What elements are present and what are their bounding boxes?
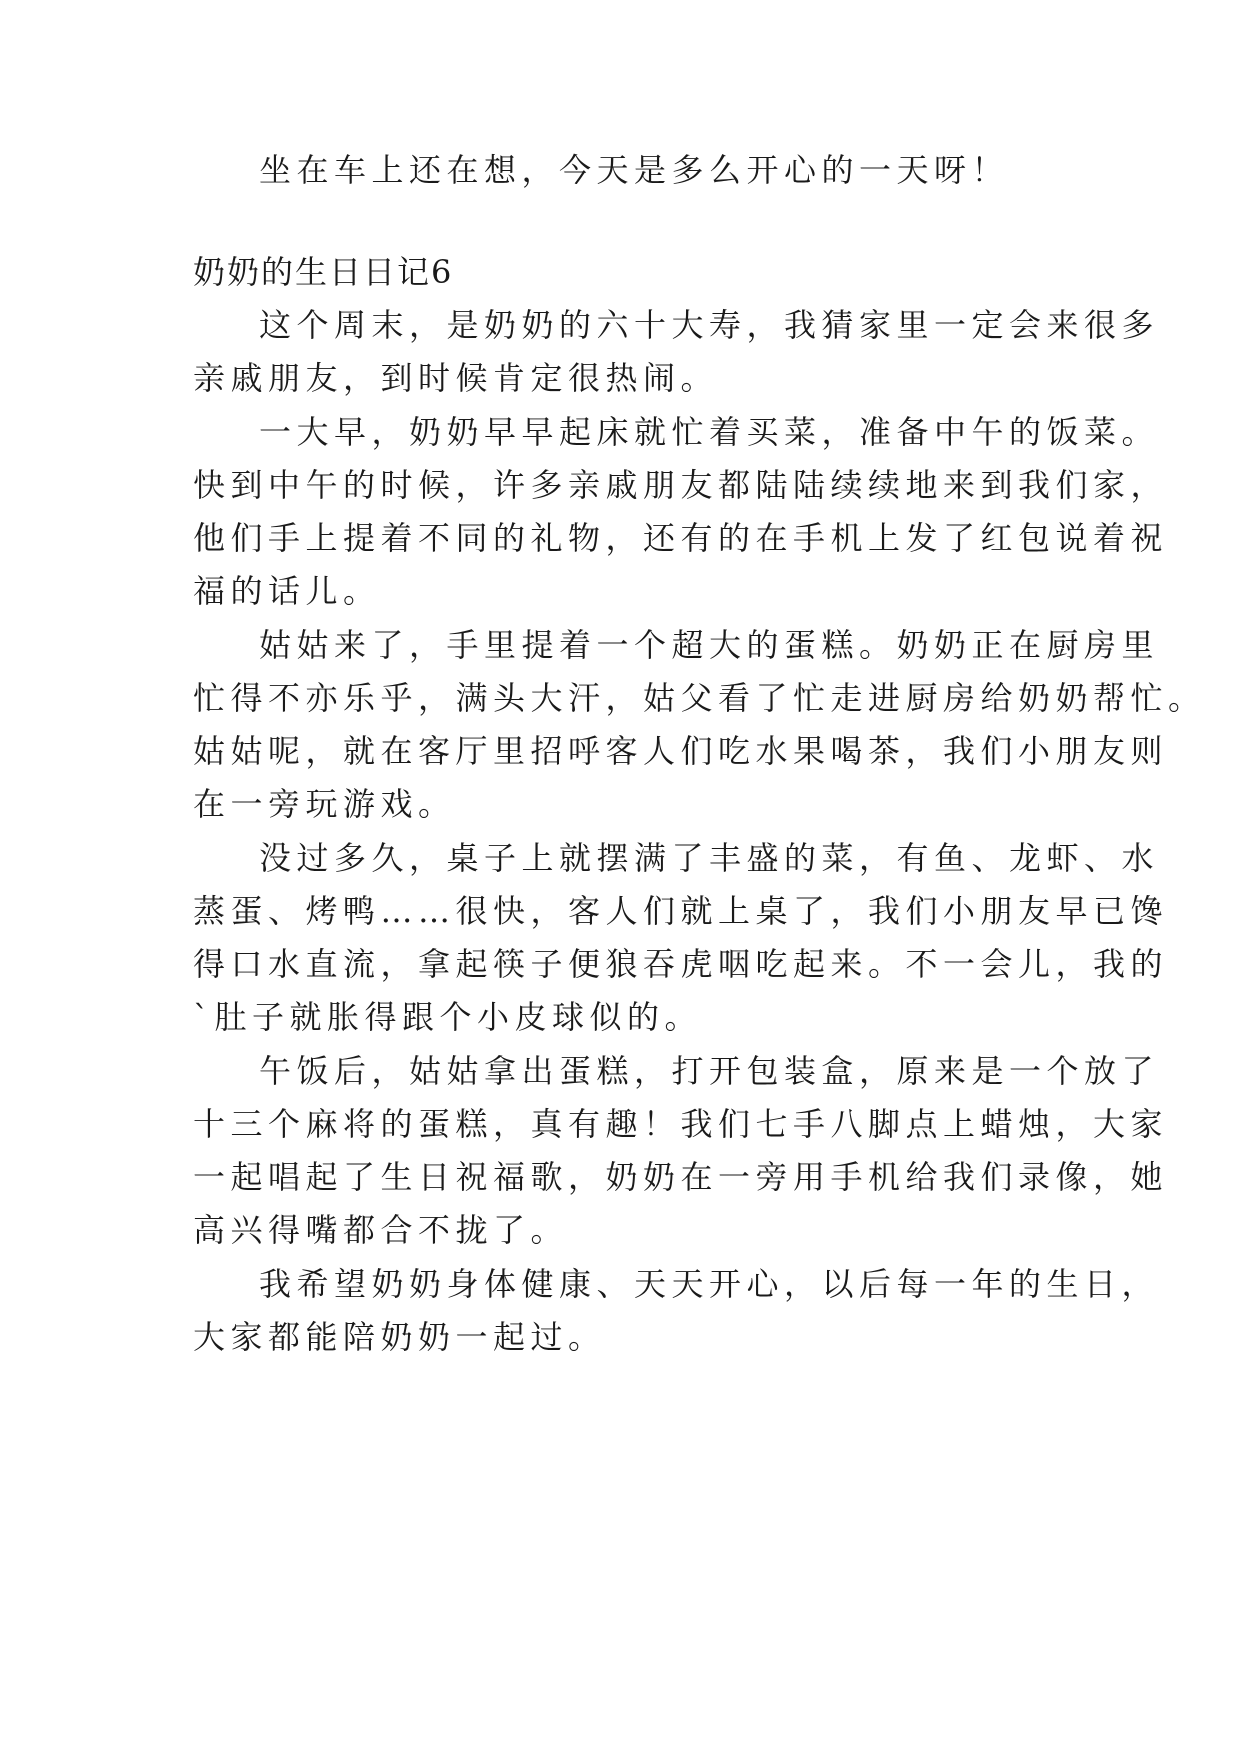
text-line: 他们手上提着不同的礼物，还有的在手机上发了红包说着祝	[193, 519, 1169, 557]
text-line: 在一旁玩游戏。	[193, 785, 456, 823]
text-line: 高兴得嘴都合不拢了。	[193, 1211, 569, 1249]
text-line: 坐在车上还在想，今天是多么开心的一天呀！	[259, 151, 1010, 189]
text-line: `肚子就胀得跟个小皮球似的。	[193, 998, 703, 1036]
text-line: 姑姑来了，手里提着一个超大的蛋糕。奶奶正在厨房里	[259, 626, 1160, 664]
text-line: 我希望奶奶身体健康、天天开心，以后每一年的生日，	[259, 1265, 1160, 1303]
text-line: 姑姑呢，就在客厅里招呼客人们吃水果喝茶，我们小朋友则	[193, 732, 1169, 770]
text-line: 亲戚朋友，到时候肯定很热闹。	[193, 359, 719, 397]
section-title: 奶奶的生日日记6	[193, 253, 454, 291]
text-line: 福的话儿。	[193, 572, 381, 610]
text-line: 十三个麻将的蛋糕，真有趣！我们七手八脚点上蜡烛，大家	[193, 1105, 1169, 1143]
text-line: 这个周末，是奶奶的六十大寿，我猜家里一定会来很多	[259, 306, 1160, 344]
text-line: 得口水直流，拿起筷子便狼吞虎咽吃起来。不一会儿，我的	[193, 945, 1169, 983]
text-line: 大家都能陪奶奶一起过。	[193, 1318, 606, 1356]
text-line: 蒸蛋、烤鸭……很快，客人们就上桌了，我们小朋友早已馋	[193, 892, 1169, 930]
text-line: 没过多久，桌子上就摆满了丰盛的菜，有鱼、龙虾、水	[259, 839, 1160, 877]
text-line: 快到中午的时候，许多亲戚朋友都陆陆续续地来到我们家，	[193, 466, 1169, 504]
text-line: 一起唱起了生日祝福歌，奶奶在一旁用手机给我们录像，她	[193, 1158, 1169, 1196]
text-line: 一大早，奶奶早早起床就忙着买菜，准备中午的饭菜。	[259, 413, 1160, 451]
text-line: 忙得不亦乐乎，满头大汗，姑父看了忙走进厨房给奶奶帮忙。	[193, 679, 1206, 717]
text-line: 午饭后，姑姑拿出蛋糕，打开包装盒，原来是一个放了	[259, 1052, 1160, 1090]
